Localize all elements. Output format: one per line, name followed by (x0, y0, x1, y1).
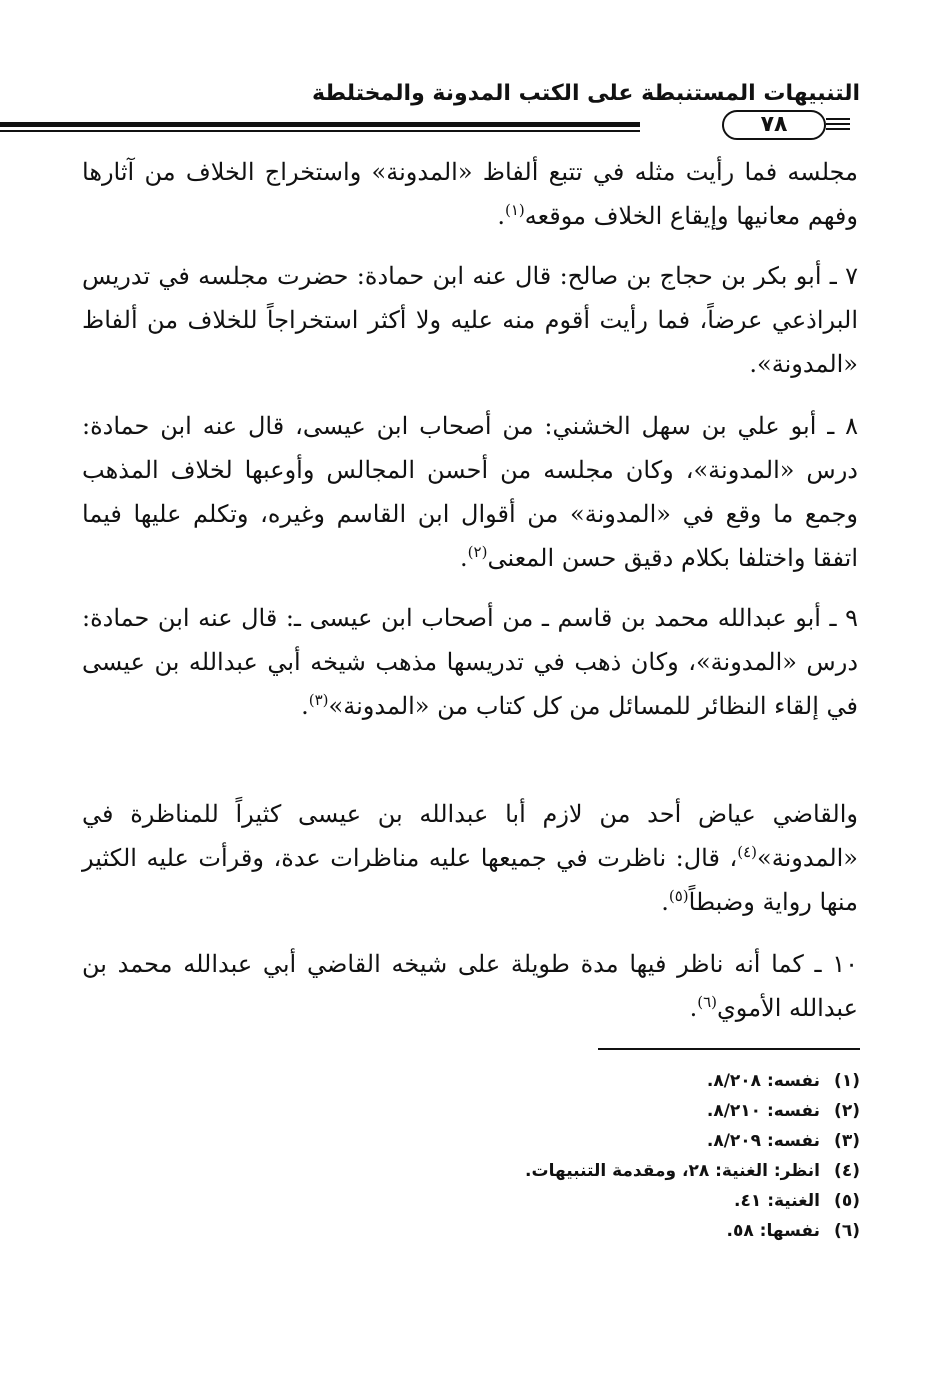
footnote-ref-3[interactable]: (٣) (308, 691, 329, 709)
paragraph-6 (82, 942, 858, 1030)
footnote-5-text: الغنية: ٤١. (734, 1191, 820, 1211)
paragraph-5-text-continued: ، قال: ناظرت في جميعها عليه مناظرات عدة، وقرأت عليه الكثير منها رواية وضبطاً (82, 844, 858, 916)
paragraph-2-text: ٧ ـ أبو بكر بن حجاج بن صالح: قال عنه ابن حمادة: حضرت مجلسه في تدريس البراذعي عرضاً، فما رأيت أقوم منه عليه ولا أكثر استخراجاً للخلاف من ألفاظ «المدونة». (82, 262, 858, 378)
footnote-2 (82, 1096, 860, 1126)
footnote-1-number: (١) (834, 1071, 860, 1091)
paragraph-5 (82, 792, 858, 924)
footnote-ref-5[interactable]: (٥) (668, 887, 689, 905)
page-number: ٧٨ (722, 110, 826, 140)
paragraph-4-text: ٩ ـ أبو عبدالله محمد بن قاسم ـ من أصحاب ابن عيسى ـ: قال عنه ابن حمادة: درس «المدونة»، وكان ذهب في تدريسها مذهب شيخه أبي عبدالله بن عيسى في إلقاء النظائر للمسائل من كل كتاب من «المدونة» (82, 604, 858, 720)
paragraph-6-text: ١٠ ـ كما أنه ناظر فيها مدة طويلة على شيخه القاضي أبي عبدالله محمد بن عبدالله الأموي (82, 950, 858, 1022)
paragraph-5-end: . (661, 888, 669, 916)
paragraph-5-text: والقاضي عياض أحد من لازم أبا عبدالله بن عيسى كثيراً للمناظرة في «المدونة» (82, 800, 858, 872)
running-header-title: التنبيهات المستنبطة على الكتب المدونة والمختلطة (311, 81, 860, 106)
paragraph-3 (82, 404, 858, 580)
footnote-4 (82, 1156, 860, 1186)
paragraph-6-end: . (689, 994, 698, 1022)
page-number-ornament (826, 118, 850, 132)
footnote-ref-6[interactable]: (٦) (697, 993, 718, 1011)
footnote-2-number: (٢) (834, 1101, 860, 1121)
paragraph-3-end: . (460, 544, 468, 572)
header-rule (0, 122, 640, 127)
footnote-1-text: نفسه: ٨/٢٠٨. (706, 1071, 820, 1091)
footnote-3-number: (٣) (834, 1131, 860, 1151)
footnote-1 (82, 1066, 860, 1096)
header-rule-thin (0, 130, 640, 132)
paragraph-1-text: مجلسه فما رأيت مثله في تتبع ألفاظ «المدونة» واستخراج الخلاف من آثارها وفهم معانيها وإيقاع الخلاف موقعه (82, 158, 858, 230)
footnote-5 (82, 1186, 860, 1216)
paragraph-2 (82, 254, 858, 386)
paragraph-1-end: . (497, 202, 505, 230)
footnote-separator (598, 1048, 860, 1050)
footnote-ref-4[interactable]: (٤) (737, 843, 758, 861)
paragraph-4 (82, 596, 858, 728)
footnote-3-text: نفسه: ٨/٢٠٩. (706, 1131, 820, 1151)
footnote-ref-1[interactable]: (١) (505, 201, 525, 219)
paragraph-1 (82, 150, 858, 238)
footnote-4-text: انظر: الغنية: ٢٨، ومقدمة التنبيهات. (525, 1161, 820, 1181)
footnotes (82, 1066, 860, 1246)
footnote-ref-2[interactable]: (٢) (467, 543, 488, 561)
footnote-3 (82, 1126, 860, 1156)
paragraph-4-end: . (301, 692, 309, 720)
footnote-5-number: (٥) (834, 1191, 860, 1211)
footnote-2-text: نفسه: ٨/٢١٠. (706, 1101, 820, 1121)
footnote-4-number: (٤) (834, 1161, 860, 1181)
footnote-6-number: (٦) (834, 1221, 860, 1241)
footnote-6-text: نفسها: ٥٨. (726, 1221, 820, 1241)
paragraph-3-text: ٨ ـ أبو علي بن سهل الخشني: من أصحاب ابن عيسى، قال عنه ابن حمادة: درس «المدونة»، وكان مجلسه من أحسن المجالس وأوعبها لخلاف المذهب وجمع ما وقع في «المدونة» من أقوال ابن القاسم وغيره، وتكلم عليها فيما اتفقا واختلفا بكلام دقيق حسن المعنى (82, 412, 858, 572)
footnote-6 (82, 1216, 860, 1246)
